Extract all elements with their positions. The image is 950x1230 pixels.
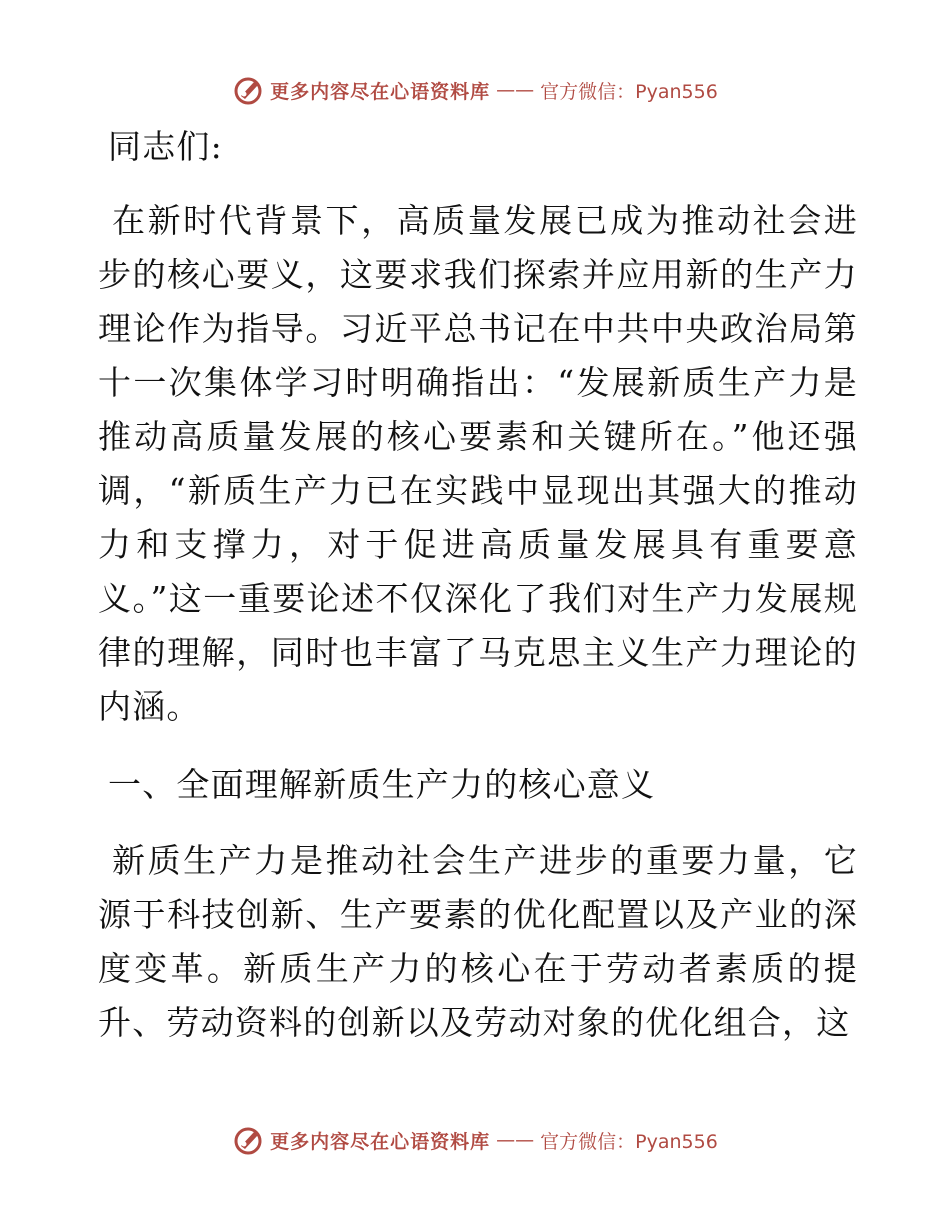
- banner-dash: ——: [496, 79, 535, 101]
- banner-text: 更多内容尽在心语资料库: [270, 1130, 491, 1153]
- paragraph-section-1: 新质生产力是推动社会生产进步的重要力量，它源于科技创新、生产要素的优化配置以及产业的深度变革。新质生产力的核心在于劳动者素质的提升、劳动资料的创新以及劳动对象的优化组合，这: [98, 841, 858, 1042]
- banner-dash: ——: [496, 1129, 535, 1151]
- banner-contact: 官方微信：Pyan556: [540, 1130, 718, 1153]
- header-watermark-banner: [0, 70, 950, 110]
- pen-logo-icon: [232, 74, 264, 106]
- banner-text: 更多内容尽在心语资料库: [270, 80, 491, 103]
- banner-contact: 官方微信：Pyan556: [540, 80, 718, 103]
- salutation: 同志们:: [108, 127, 223, 166]
- document-body: [98, 120, 858, 1074]
- footer-watermark-banner: [0, 1120, 950, 1160]
- paragraph-intro: 在新时代背景下，高质量发展已成为推动社会进步的核心要义，这要求我们探索并应用新的生产力理论作为指导。习近平总书记在中共中央政治局第十一次集体学习时明确指出：“发展新质生产力是推动高质量发展的核心要素和关键所在。”他还强调，“新质生产力已在实践中显现出其强大的推动力和支撑力，对于促进高质量发展具有重要意义。”这一重要论述不仅深化了我们对生产力发展规律的理解，同时也丰富了马克思主义生产力理论的内涵。: [98, 201, 858, 726]
- pen-logo-icon: [232, 1124, 264, 1156]
- section-heading-1: 一、全面理解新质生产力的核心意义: [108, 765, 656, 804]
